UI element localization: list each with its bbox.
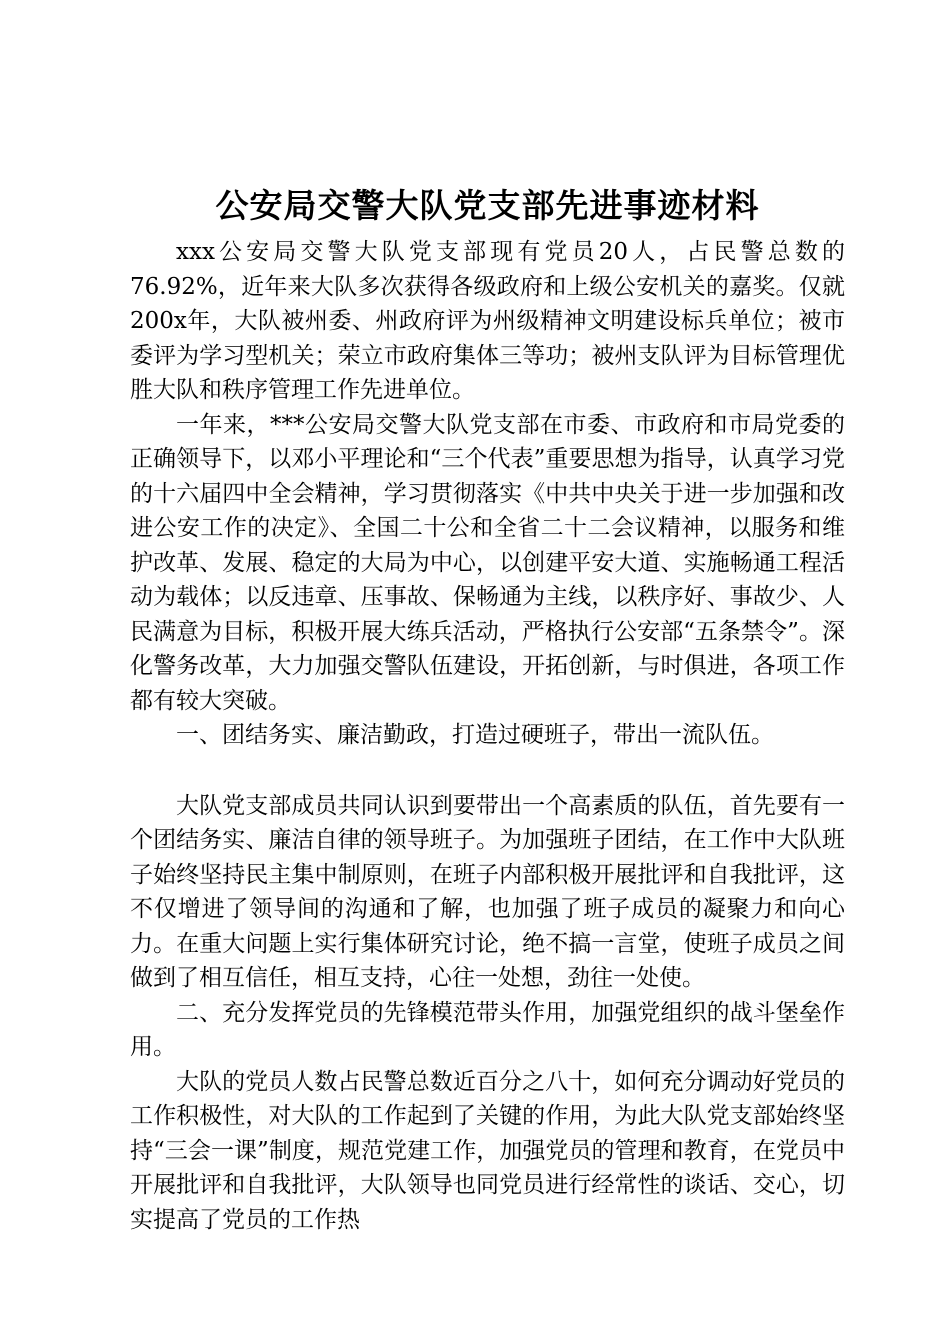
document-body	[130, 235, 845, 1237]
section-heading-1: 一、团结务实、廉洁勤政，打造过硬班子，带出一流队伍。	[176, 722, 774, 748]
section-heading-2: 二、充分发挥党员的先锋模范带头作用，加强党组织的战斗堡垒作用。	[130, 999, 845, 1060]
paragraph-intro: xxx公安局交警大队党支部现有党员20人，占民警总数的76.92%，近年来大队多次获得各级政府和上级公安机关的嘉奖。仅就200x年，大队被州委、州政府评为州级精神文明建设标兵单位；被市委评为学习型机关；荣立市政府集体三等功；被州支队评为目标管理优胜大队和秩序管理工作先进单位。	[130, 239, 845, 403]
document-title: 公安局交警大队党支部先进事迹材料	[215, 186, 760, 225]
paragraph-overview: 一年来，***公安局交警大队党支部在市委、市政府和市局党委的正确领导下，以邓小平理论和“三个代表”重要思想为指导，认真学习党的十六届四中全会精神，学习贯彻落实《中共中央关于进一步加强和改进公安工作的决定》、全国二十公和全省二十二会议精神，以服务和维护改革、发展、稳定的大局为中心，以创建平安大道、实施畅通工程活动为载体；以反违章、压事故、保畅通为主线，以秩序好、事故少、人民满意为目标，积极开展大练兵活动，严格执行公安部“五条禁令”。深化警务改革，大力加强交警队伍建设，开拓创新，与时俱进，各项工作都有较大突破。	[130, 411, 845, 714]
paragraph-section-2: 大队的党员人数占民警总数近百分之八十，如何充分调动好党员的工作积极性，对大队的工作起到了关键的作用，为此大队党支部始终坚持“三会一课”制度，规范党建工作，加强党员的管理和教育，在党员中开展批评和自我批评，大队领导也同党员进行经常性的谈话、交心，切实提高了党员的工作热	[130, 1068, 845, 1233]
paragraph-section-1: 大队党支部成员共同认识到要带出一个高素质的队伍，首先要有一个团结务实、廉洁自律的领导班子。为加强班子团结，在工作中大队班子始终坚持民主集中制原则，在班子内部积极开展批评和自我批评，这不仅增进了领导间的沟通和了解，也加强了班子成员的凝聚力和向心力。在重大问题上实行集体研究讨论，绝不搞一言堂，使班子成员之间做到了相互信任，相互支持，心往一处想，劲往一处使。	[130, 792, 845, 991]
